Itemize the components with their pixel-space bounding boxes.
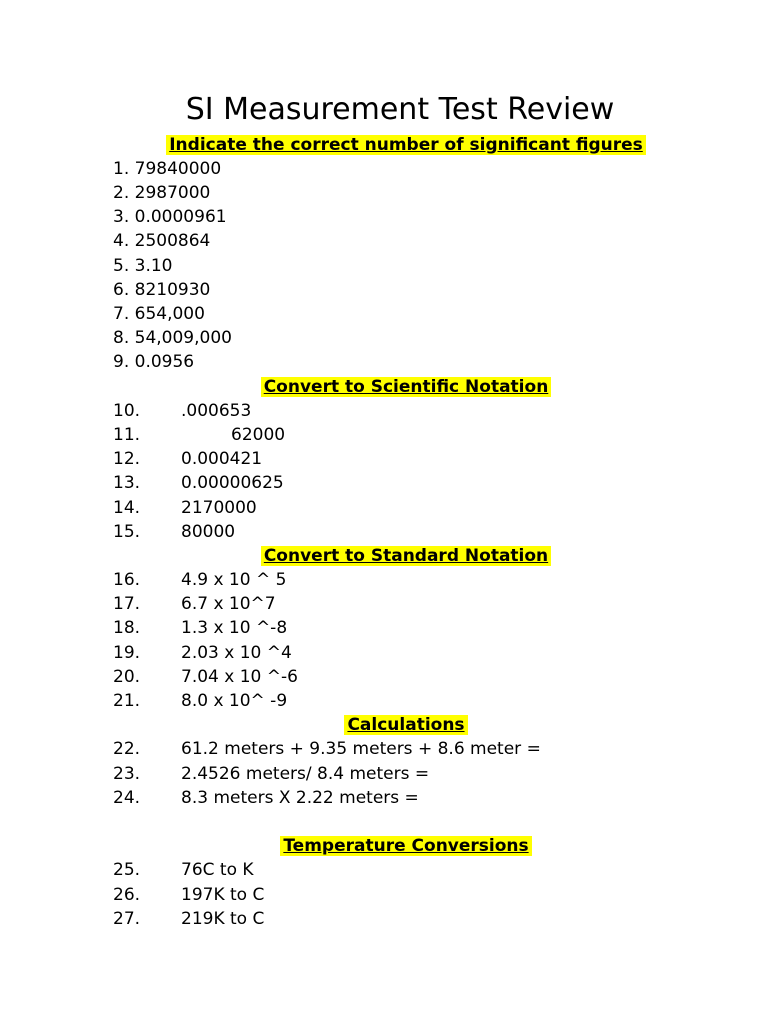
list-item: 8. 54,009,000 — [113, 328, 232, 348]
list-item: 10. .000653 — [113, 401, 252, 421]
list-item: 6. 8210930 — [113, 280, 211, 300]
list-item: 7. 654,000 — [113, 304, 205, 324]
list-item: 5. 3.10 — [113, 256, 173, 276]
list-item: 27. 219K to C — [113, 909, 265, 929]
list-item: 19. 2.03 x 10 ^4 — [113, 643, 292, 663]
section-heading-temperature-conversions: Temperature Conversions — [0, 834, 768, 858]
list-item: 26. 197K to C — [113, 885, 265, 905]
list-item: 9. 0.0956 — [113, 352, 195, 372]
list-item: 11. 62000 — [113, 425, 286, 445]
list-item: 15. 80000 — [113, 522, 236, 542]
page-title: SI Measurement Test Review — [185, 92, 615, 127]
list-item: 25. 76C to K — [113, 860, 254, 880]
section-heading-scientific-notation: Convert to Scientific Notation — [0, 375, 768, 399]
list-item: 23. 2.4526 meters/ 8.4 meters = — [113, 764, 430, 784]
list-item: 16. 4.9 x 10 ^ 5 — [113, 570, 287, 590]
list-item: 24. 8.3 meters X 2.22 meters = — [113, 788, 419, 808]
list-item: 22. 61.2 meters + 9.35 meters + 8.6 meter = — [113, 739, 541, 759]
section-heading-standard-notation: Convert to Standard Notation — [0, 544, 768, 568]
list-item: 1. 79840000 — [113, 159, 222, 179]
section-heading-calculations: Calculations — [0, 713, 768, 737]
list-item: 2. 2987000 — [113, 183, 211, 203]
list-item: 18. 1.3 x 10 ^-8 — [113, 618, 288, 638]
list-item: 17. 6.7 x 10^7 — [113, 594, 276, 614]
list-item: 4. 2500864 — [113, 231, 211, 251]
list-item: 20. 7.04 x 10 ^-6 — [113, 667, 298, 687]
list-item: 13. 0.00000625 — [113, 473, 284, 493]
list-item: 12. 0.000421 — [113, 449, 263, 469]
section-heading-significant-figures: Indicate the correct number of significant figures — [0, 133, 768, 157]
list-item: 14. 2170000 — [113, 498, 257, 518]
list-item: 21. 8.0 x 10^ -9 — [113, 691, 288, 711]
list-item: 3. 0.0000961 — [113, 207, 227, 227]
